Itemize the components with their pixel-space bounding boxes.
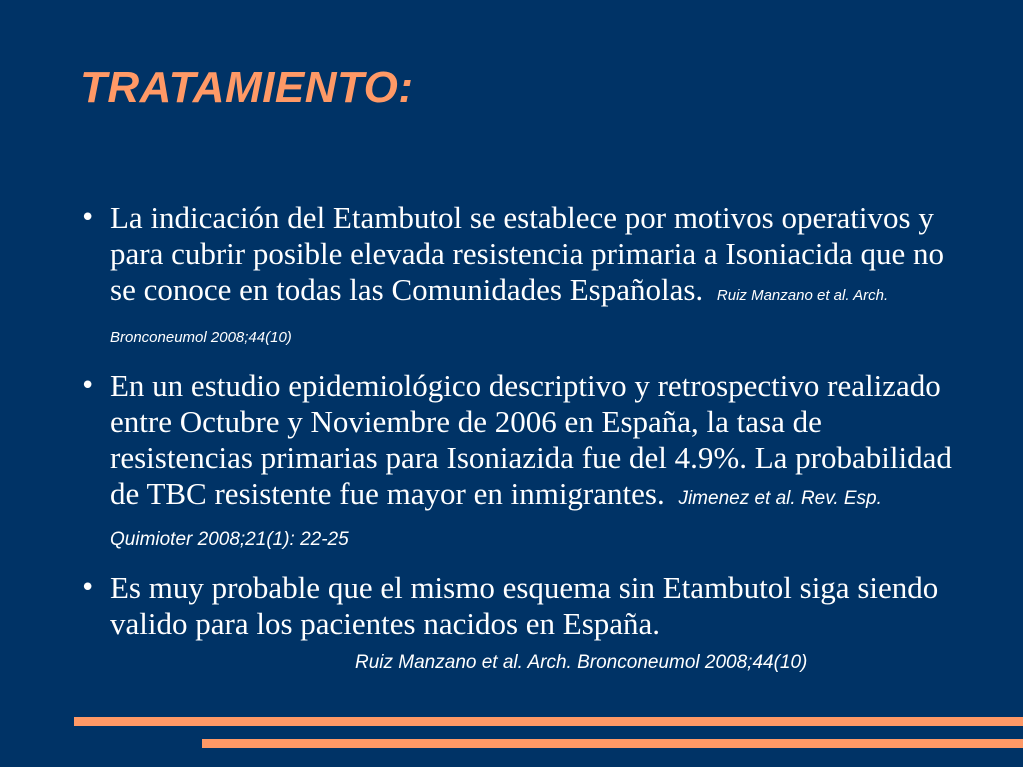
bullet-item-1: [72, 200, 952, 356]
citation: Ruiz Manzano et al. Arch. Bronconeumol 2008;44(10): [110, 287, 889, 346]
bullet-list: [72, 200, 952, 654]
citation-footnote: Ruiz Manzano et al. Arch. Bronconeumol 2008;44(10): [355, 652, 808, 673]
bullet-text: En un estudio epidemiológico descriptivo y retrospectivo realizado entre Octubre y Noviembre de 2006 en España, la tasa de resistencias primarias para Isoniazida fue del 4.9%. La probabilidad de TBC resistente fue mayor en inmigrantes.: [110, 368, 952, 511]
decorative-rule-bottom: [202, 739, 1023, 748]
decorative-rule-top: [74, 717, 1023, 726]
bullet-item-3: [72, 570, 952, 642]
bullet-text: La indicación del Etambutol se establece por motivos operativos y para cubrir posible elevada resistencia primaria a Isoniacida que no se conoce en todas las Comunidades Españolas.: [110, 200, 945, 307]
bullet-icon: •: [80, 203, 96, 233]
citation: Jimenez et al. Rev. Esp. Quimioter 2008;21(1): 22-25: [110, 488, 882, 550]
slide-title: TRATAMIENTO:: [80, 63, 414, 112]
bullet-text: Es muy probable que el mismo esquema sin Etambutol siga siendo valido para los pacientes nacidos en España.: [110, 570, 939, 641]
bullet-item-2: [72, 368, 952, 558]
bullet-icon: •: [80, 573, 96, 603]
bullet-icon: •: [80, 371, 96, 401]
